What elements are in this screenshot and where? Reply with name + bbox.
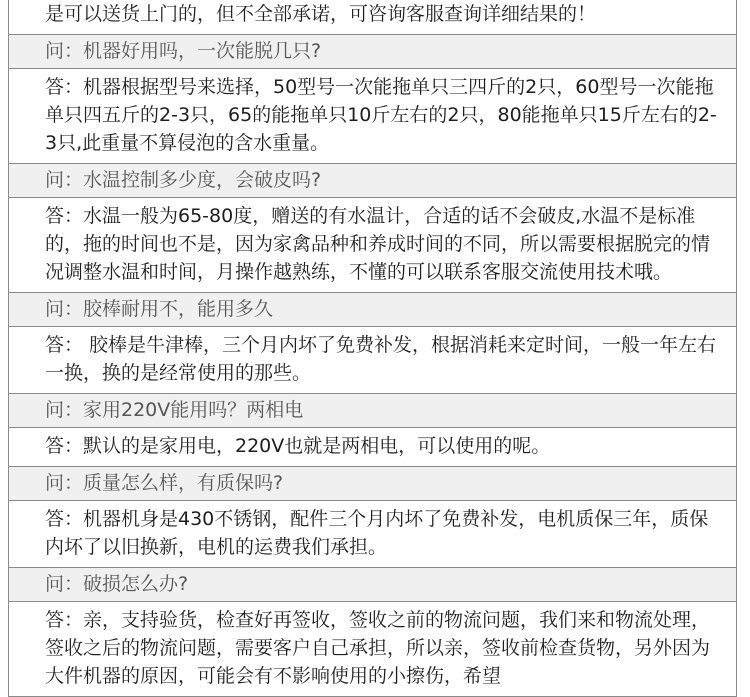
question-row: 问：胶棒耐用不，能用多久	[8, 292, 737, 327]
answer-row: 答： 胶棒是牛津棒，三个月内坏了免费补发，根据消耗来定时间，一般一年左右一换，换的是经常使用的那些。	[8, 326, 737, 394]
question-row: 问：机器好用吗，一次能脱几只?	[8, 34, 737, 69]
answer-row: 答：机器机身是430不锈钢，配件三个月内坏了免费补发，电机质保三年，质保内坏了以旧换新，电机的运费我们承担。	[8, 500, 737, 568]
faq-list	[8, 0, 737, 697]
answer-row: 答：亲，支持验货，检查好再签收，签收之前的物流问题，我们来和物流处理，签收之后的物流问题，需要客户自己承担，所以亲，签收前检查货物，另外因为大件机器的原因，可能会有不影响使用的小擦伤，希望	[8, 601, 737, 697]
answer-row: 是可以送货上门的，但不全部承诺，可咨询客服查询详细结果的！	[8, 0, 737, 35]
answer-row: 答：默认的是家用电，220V也就是两相电，可以使用的呢。	[8, 427, 737, 467]
answer-row: 答：机器根据型号来选择，50型号一次能拖单只三四斤的2只，60型号一次能拖单只四五斤的2-3只，65的能拖单只10斤左右的2只，80能拖单只15斤左右的2-3只,此重量不算侵泡的含水重量。	[8, 68, 737, 164]
question-row: 问：水温控制多少度，会破皮吗?	[8, 163, 737, 198]
question-row: 问：质量怎么样，有质保吗?	[8, 466, 737, 501]
question-row: 问：破损怎么办?	[8, 567, 737, 602]
question-row: 问：家用220V能用吗？两相电	[8, 393, 737, 428]
answer-row: 答：水温一般为65-80度，赠送的有水温计，合适的话不会破皮,水温不是标准的，拖的时间也不是，因为家禽品种和养成时间的不同，所以需要根据脱完的情况调整水温和时间，月操作越熟练，不懂的可以联系客服交流使用技术哦。	[8, 197, 737, 293]
